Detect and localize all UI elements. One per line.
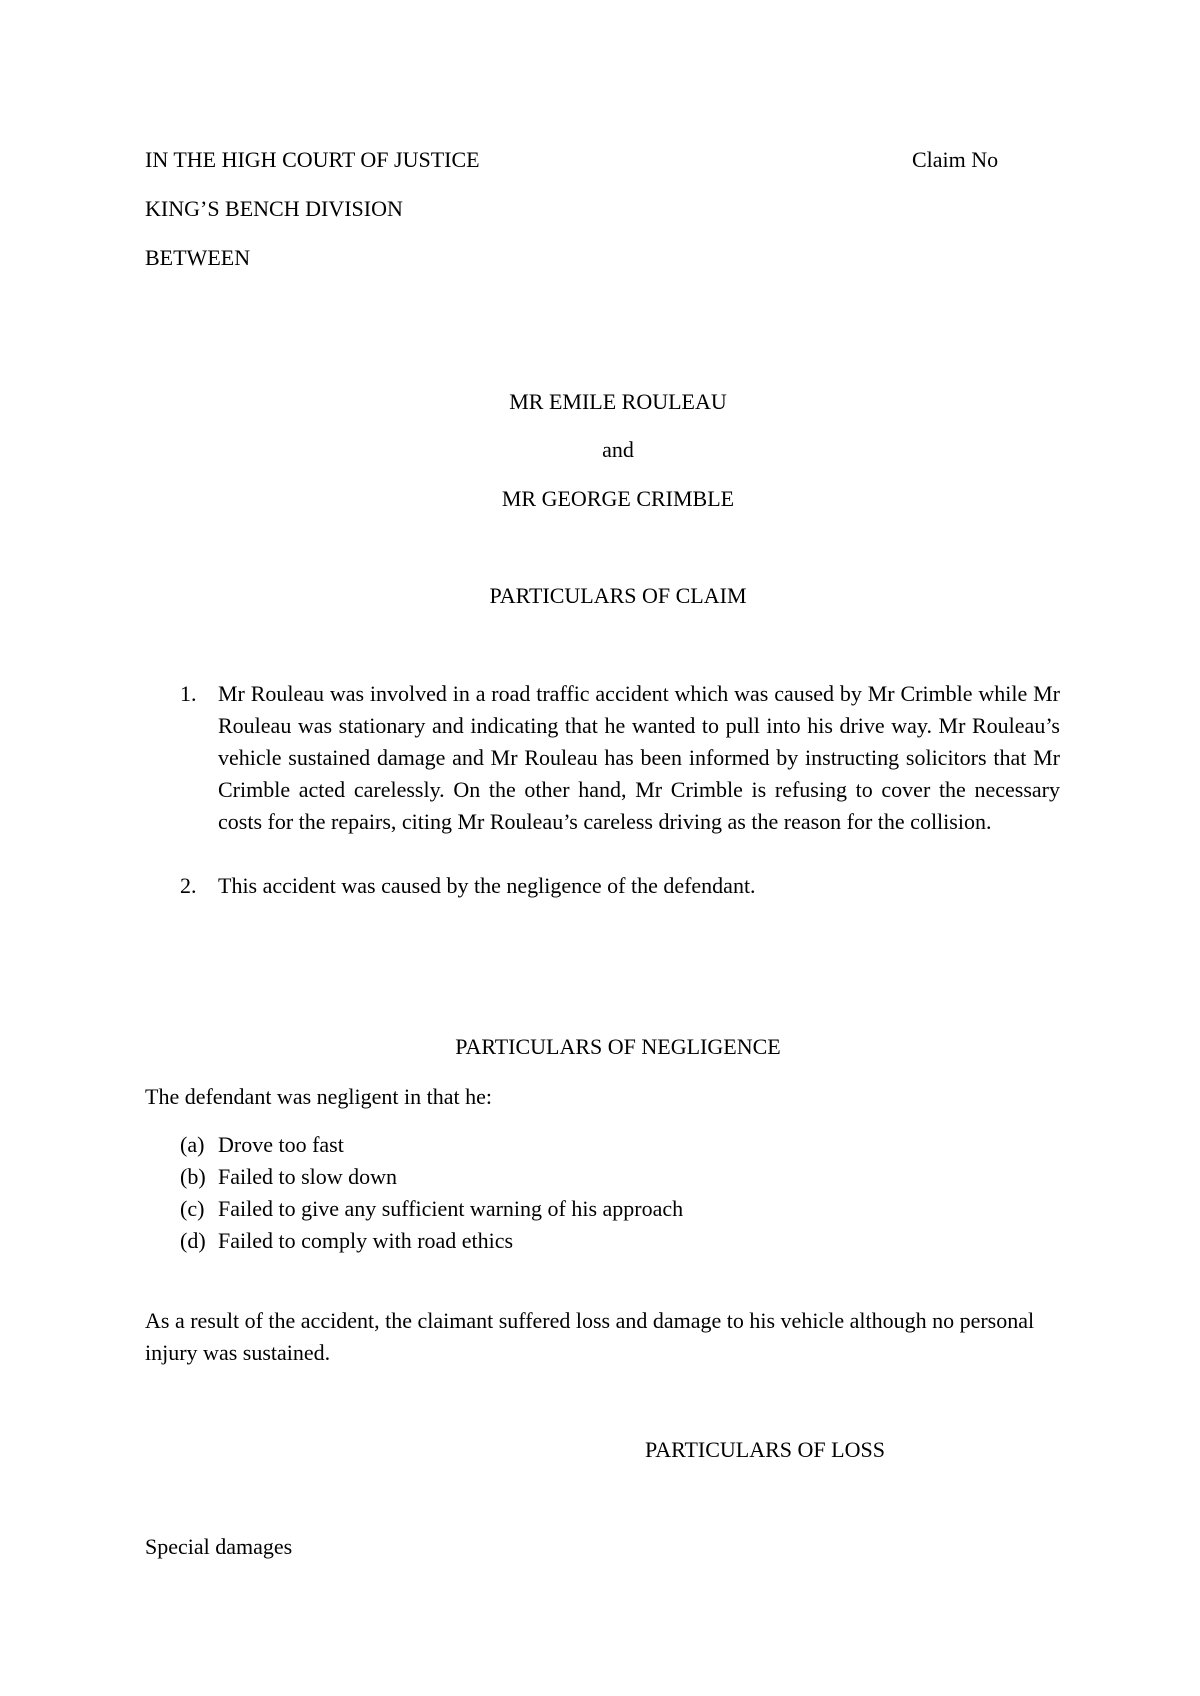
defendant-name: MR GEORGE CRIMBLE — [501, 486, 735, 511]
result-paragraph: As a result of the accident, the claimant suffered loss and damage to his vehicle although no personal injury was sustained. — [145, 1308, 1035, 1365]
negligence-heading: PARTICULARS OF NEGLIGENCE — [455, 1034, 781, 1059]
claim-paragraphs — [180, 678, 1060, 902]
negligence-item — [180, 1129, 683, 1161]
negligence-item — [180, 1161, 683, 1193]
item-marker: (d) — [180, 1228, 206, 1253]
negligence-intro: The defendant was negligent in that he: — [145, 1084, 492, 1109]
paragraph-text: This accident was caused by the negligence of the defendant. — [218, 873, 756, 898]
item-marker: (b) — [180, 1164, 206, 1189]
item-text: Failed to slow down — [218, 1164, 398, 1189]
special-damages-label: Special damages — [145, 1534, 293, 1559]
claim-number-label: Claim No — [912, 147, 999, 172]
paragraph-number: 2. — [180, 873, 197, 898]
negligence-item — [180, 1225, 683, 1257]
division-name: KING’S BENCH DIVISION — [145, 196, 403, 221]
claim-heading: PARTICULARS OF CLAIM — [489, 583, 747, 608]
claim-paragraph — [180, 678, 1060, 838]
court-name: IN THE HIGH COURT OF JUSTICE — [145, 147, 480, 172]
loss-heading: PARTICULARS OF LOSS — [645, 1437, 885, 1462]
item-text: Drove too fast — [218, 1132, 344, 1157]
between-label: BETWEEN — [145, 245, 251, 270]
negligence-items — [180, 1129, 683, 1257]
item-text: Failed to comply with road ethics — [218, 1228, 514, 1253]
parties-conjunction: and — [602, 437, 634, 462]
claimant-name: MR EMILE ROULEAU — [509, 389, 727, 414]
paragraph-text: Mr Rouleau was involved in a road traffic accident which was caused by Mr Crimble while Mr Rouleau was stationary and indicating that he wanted to pull into his drive way. Mr Rouleau’s vehicle sustained damage and Mr Rouleau has been informed by instructing solicitors that Mr Crimble acted carelessly. On the other hand, Mr Crimble is refusing to cover the necessary costs for the repairs, citing Mr Rouleau’s careless driving as the reason for the collision. — [218, 681, 1060, 834]
claim-paragraph — [180, 870, 1060, 902]
item-marker: (c) — [180, 1196, 205, 1221]
item-marker: (a) — [180, 1132, 205, 1157]
negligence-item — [180, 1193, 683, 1225]
paragraph-number: 1. — [180, 681, 197, 706]
item-text: Failed to give any sufficient warning of his approach — [218, 1196, 684, 1221]
